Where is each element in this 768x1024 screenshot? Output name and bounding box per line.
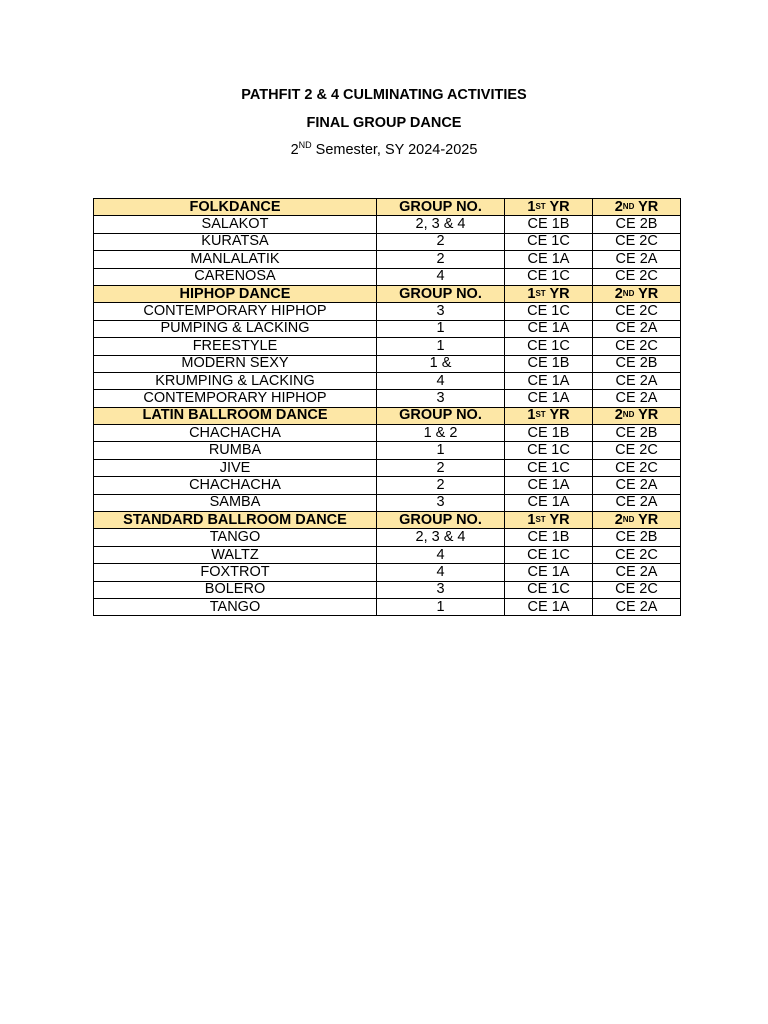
second-year-header-suffix: YR [634, 285, 659, 302]
second-year-section-cell: CE 2C [593, 303, 681, 320]
first-year-section-cell: CE 1A [505, 494, 593, 511]
second-year-header-suffix: YR [634, 198, 659, 215]
first-year-section-cell: CE 1A [505, 372, 593, 389]
dance-name-cell: RUMBA [94, 442, 377, 459]
second-year-section-cell: CE 2C [593, 581, 681, 598]
first-year-section-cell: CE 1C [505, 268, 593, 285]
second-year-section-cell: CE 2A [593, 251, 681, 268]
first-year-header-suffix: YR [545, 407, 570, 424]
second-year-header-number: 2 [614, 285, 623, 302]
first-year-section-cell: CE 1B [505, 216, 593, 233]
first-year-header-ordinal: ST [535, 201, 546, 211]
category-header-row [94, 407, 681, 424]
dance-name-cell: CHACHACHA [94, 425, 377, 442]
dance-name-cell: CARENOSA [94, 268, 377, 285]
table-row [94, 442, 681, 459]
first-year-section-cell: CE 1A [505, 251, 593, 268]
second-year-section-cell: CE 2A [593, 390, 681, 407]
second-year-header [593, 285, 681, 302]
table-row [94, 372, 681, 389]
table-row [94, 216, 681, 233]
second-year-section-cell: CE 2C [593, 442, 681, 459]
group-number-cell: 2 [377, 233, 505, 250]
table-row [94, 303, 681, 320]
group-number-cell: 1 & [377, 355, 505, 372]
dance-name-cell: CONTEMPORARY HIPHOP [94, 390, 377, 407]
second-year-header-number: 2 [614, 511, 623, 528]
dance-name-cell: PUMPING & LACKING [94, 320, 377, 337]
table-row [94, 529, 681, 546]
first-year-header-suffix: YR [545, 285, 570, 302]
category-header-row [94, 285, 681, 302]
dance-name-cell: KURATSA [94, 233, 377, 250]
first-year-section-cell: CE 1B [505, 529, 593, 546]
table-row [94, 581, 681, 598]
group-number-cell: 2 [377, 477, 505, 494]
first-year-section-cell: CE 1C [505, 303, 593, 320]
semester-text: Semester, SY 2024-2025 [311, 142, 478, 158]
first-year-header-suffix: YR [545, 511, 570, 528]
dance-name-cell: CHACHACHA [94, 477, 377, 494]
second-year-header-number: 2 [614, 407, 623, 424]
second-year-header-ordinal: ND [622, 410, 635, 420]
table-row [94, 546, 681, 563]
first-year-header-suffix: YR [545, 198, 570, 215]
first-year-header-number: 1 [527, 285, 536, 302]
dance-name-cell: MANLALATIK [94, 251, 377, 268]
group-number-cell: 4 [377, 268, 505, 285]
first-year-header-ordinal: ST [535, 514, 546, 524]
second-year-header-ordinal: ND [622, 201, 635, 211]
second-year-section-cell: CE 2A [593, 598, 681, 615]
group-number-cell: 4 [377, 564, 505, 581]
group-number-cell: 2 [377, 251, 505, 268]
second-year-section-cell: CE 2B [593, 216, 681, 233]
second-year-section-cell: CE 2C [593, 338, 681, 355]
table-row [94, 494, 681, 511]
first-year-header-ordinal: ST [535, 288, 546, 298]
second-year-header [593, 199, 681, 216]
table-row [94, 598, 681, 615]
group-no-header: GROUP NO. [377, 407, 505, 424]
first-year-section-cell: CE 1B [505, 425, 593, 442]
dance-name-cell: SALAKOT [94, 216, 377, 233]
group-number-cell: 1 [377, 442, 505, 459]
second-year-section-cell: CE 2C [593, 546, 681, 563]
first-year-section-cell: CE 1C [505, 546, 593, 563]
group-no-header: GROUP NO. [377, 285, 505, 302]
group-number-cell: 4 [377, 372, 505, 389]
second-year-section-cell: CE 2A [593, 320, 681, 337]
first-year-header [505, 407, 593, 424]
dance-name-cell: FOXTROT [94, 564, 377, 581]
group-number-cell: 3 [377, 303, 505, 320]
second-year-section-cell: CE 2B [593, 529, 681, 546]
table-row [94, 390, 681, 407]
table-row [94, 477, 681, 494]
table-row [94, 425, 681, 442]
dance-assignment-table [93, 198, 681, 616]
table-row [94, 338, 681, 355]
document-subtitle: FINAL GROUP DANCE [306, 115, 462, 131]
first-year-header [505, 512, 593, 529]
group-number-cell: 4 [377, 546, 505, 563]
first-year-header-ordinal: ST [535, 410, 546, 420]
second-year-section-cell: CE 2C [593, 459, 681, 476]
dance-name-cell: MODERN SEXY [94, 355, 377, 372]
category-name: FOLKDANCE [94, 199, 377, 216]
table-row [94, 251, 681, 268]
document-title: PATHFIT 2 & 4 CULMINATING ACTIVITIES [241, 87, 527, 103]
first-year-section-cell: CE 1C [505, 338, 593, 355]
first-year-section-cell: CE 1C [505, 459, 593, 476]
second-year-header-ordinal: ND [622, 514, 635, 524]
group-number-cell: 3 [377, 390, 505, 407]
category-name: LATIN BALLROOM DANCE [94, 407, 377, 424]
category-name: HIPHOP DANCE [94, 285, 377, 302]
first-year-section-cell: CE 1A [505, 564, 593, 581]
table-row [94, 564, 681, 581]
first-year-section-cell: CE 1C [505, 581, 593, 598]
dance-name-cell: CONTEMPORARY HIPHOP [94, 303, 377, 320]
second-year-section-cell: CE 2A [593, 372, 681, 389]
second-year-header-number: 2 [614, 198, 623, 215]
first-year-header-number: 1 [527, 407, 536, 424]
second-year-header-suffix: YR [634, 407, 659, 424]
first-year-header [505, 199, 593, 216]
semester-number: 2 [290, 142, 299, 158]
category-header-row [94, 199, 681, 216]
dance-name-cell: TANGO [94, 598, 377, 615]
first-year-header-number: 1 [527, 198, 536, 215]
dance-name-cell: SAMBA [94, 494, 377, 511]
first-year-section-cell: CE 1A [505, 477, 593, 494]
semester-ordinal: ND [298, 140, 312, 150]
dance-name-cell: FREESTYLE [94, 338, 377, 355]
second-year-section-cell: CE 2C [593, 268, 681, 285]
first-year-section-cell: CE 1A [505, 598, 593, 615]
first-year-header [505, 285, 593, 302]
second-year-section-cell: CE 2C [593, 233, 681, 250]
group-no-header: GROUP NO. [377, 512, 505, 529]
category-header-row [94, 512, 681, 529]
table-row [94, 459, 681, 476]
second-year-section-cell: CE 2A [593, 564, 681, 581]
group-number-cell: 1 [377, 598, 505, 615]
first-year-section-cell: CE 1C [505, 233, 593, 250]
second-year-header-ordinal: ND [622, 288, 635, 298]
group-number-cell: 2 [377, 459, 505, 476]
dance-name-cell: KRUMPING & LACKING [94, 372, 377, 389]
second-year-section-cell: CE 2A [593, 477, 681, 494]
first-year-section-cell: CE 1A [505, 320, 593, 337]
first-year-section-cell: CE 1B [505, 355, 593, 372]
semester-line [0, 142, 768, 158]
group-number-cell: 1 [377, 320, 505, 337]
first-year-header-number: 1 [527, 511, 536, 528]
group-number-cell: 1 [377, 338, 505, 355]
first-year-section-cell: CE 1C [505, 442, 593, 459]
group-number-cell: 3 [377, 494, 505, 511]
group-number-cell: 2, 3 & 4 [377, 529, 505, 546]
second-year-section-cell: CE 2A [593, 494, 681, 511]
group-no-header: GROUP NO. [377, 199, 505, 216]
dance-name-cell: JIVE [94, 459, 377, 476]
second-year-header-suffix: YR [634, 511, 659, 528]
first-year-section-cell: CE 1A [505, 390, 593, 407]
group-number-cell: 2, 3 & 4 [377, 216, 505, 233]
table-row [94, 233, 681, 250]
table-row [94, 355, 681, 372]
second-year-header [593, 512, 681, 529]
table-row [94, 320, 681, 337]
group-number-cell: 1 & 2 [377, 425, 505, 442]
dance-name-cell: WALTZ [94, 546, 377, 563]
second-year-header [593, 407, 681, 424]
second-year-section-cell: CE 2B [593, 355, 681, 372]
dance-name-cell: TANGO [94, 529, 377, 546]
second-year-section-cell: CE 2B [593, 425, 681, 442]
category-name: STANDARD BALLROOM DANCE [94, 512, 377, 529]
table-row [94, 268, 681, 285]
dance-name-cell: BOLERO [94, 581, 377, 598]
group-number-cell: 3 [377, 581, 505, 598]
